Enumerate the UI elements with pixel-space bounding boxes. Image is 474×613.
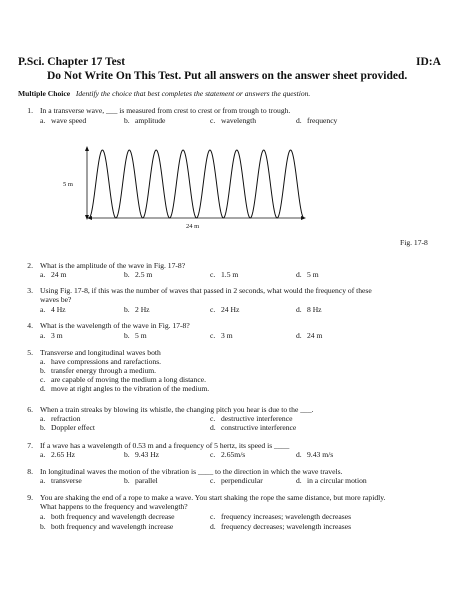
question-8: 8. In longitudinal waves the motion of the vibration is ____ to the direction in which the wave travels. <box>27 467 343 476</box>
question-4: 4. What is the wavelength of the wave in Fig. 17-8? <box>27 321 190 330</box>
q7-option-b: b. 9.43 Hz <box>124 450 160 459</box>
width-arrow-right <box>301 216 306 220</box>
wave-line <box>89 150 304 218</box>
question-9-line-2: What happens to the frequency and wavelength? <box>40 502 188 511</box>
q6-option-c: c. destructive interference <box>210 414 293 423</box>
q8-option-d: d. in a circular motion <box>296 476 367 485</box>
figure-caption: Fig. 17-8 <box>400 238 428 247</box>
question-6: 6. When a train streaks by blowing its whistle, the changing pitch you hear is due to the ___. <box>27 405 314 414</box>
q7-option-c: c. 2.65m/s <box>210 450 246 459</box>
q4-option-a: a. 3 m <box>40 331 63 340</box>
q3-option-c: c. 24 Hz <box>210 305 240 314</box>
q2-option-a: a. 24 m <box>40 270 67 279</box>
section-label: Multiple Choice <box>18 89 71 98</box>
q7-option-d: d. 9.43 m/s <box>296 450 334 459</box>
section-instruction: Identify the choice that best completes the statement or answers the question. <box>75 89 311 98</box>
q4-option-c: c. 3 m <box>210 331 233 340</box>
question-text: In a transverse wave, ___ is measured from crest to crest or from trough to trough. <box>40 106 291 115</box>
q1-option-d: d. frequency <box>296 116 338 125</box>
q3-option-d: d. 8 Hz <box>296 305 322 314</box>
q8-option-a: a. transverse <box>40 476 82 485</box>
q1-option-a: a. wave speed <box>40 116 87 125</box>
q9-option-c: c. frequency increases; wavelength decreases <box>210 512 352 521</box>
q2-option-b: b. 2.5 m <box>124 270 153 279</box>
q8-option-c: c. perpendicular <box>210 476 263 485</box>
question-number: 1. <box>27 106 33 115</box>
test-instruction: Do Not Write On This Test. Put all answers on the answer sheet provided. <box>47 70 408 82</box>
test-id: ID:A <box>416 56 441 68</box>
q5-option-c: c. are capable of moving the medium a long distance. <box>40 375 206 384</box>
q1-option-c: c. wavelength <box>210 116 257 125</box>
q2-option-d: d. 5 m <box>296 270 319 279</box>
q5-option-a: a. have compressions and rarefactions. <box>40 357 162 366</box>
q6-option-b: b. Doppler effect <box>40 423 95 432</box>
width-label: 24 m <box>186 223 200 230</box>
question-1 <box>18 106 290 116</box>
question-3-line-2: waves be? <box>40 295 72 304</box>
q6-option-d: d. constructive interference <box>210 423 297 432</box>
question-5: 5. Transverse and longitudinal waves both <box>27 348 161 357</box>
q6-option-a: a. refraction <box>40 414 81 423</box>
q7-option-a: a. 2.65 Hz <box>40 450 76 459</box>
q1-option-b: b. amplitude <box>124 116 166 125</box>
question-2: 2. What is the amplitude of the wave in Fig. 17-8? <box>27 261 186 270</box>
q3-option-b: b. 2 Hz <box>124 305 150 314</box>
height-label: 5 m <box>63 181 73 188</box>
question-3: 3. Using Fig. 17-8, if this was the number of waves that passed in 2 seconds, what would the frequency of these <box>27 286 372 295</box>
q3-option-a: a. 4 Hz <box>40 305 66 314</box>
q9-option-d: d. frequency decreases; wavelength increases <box>210 522 352 531</box>
wave-figure <box>60 140 310 232</box>
q4-option-d: d. 24 m <box>296 331 323 340</box>
q9-option-b: b. both frequency and wavelength increase <box>40 522 174 531</box>
question-7: 7. If a wave has a wavelength of 0.53 m and a frequency of 5 hertz, its speed is ____ <box>27 441 290 450</box>
question-9: 9. You are shaking the end of a rope to make a wave. You start shaking the rope the same distance, but more rapidly. <box>27 493 386 502</box>
section-heading <box>18 89 310 99</box>
q2-option-c: c. 1.5 m <box>210 270 239 279</box>
height-arrow-top <box>85 146 89 151</box>
q5-option-d: d. move at right angles to the vibration of the medium. <box>40 384 210 393</box>
q4-option-b: b. 5 m <box>124 331 147 340</box>
q9-option-a: a. both frequency and wavelength decrease <box>40 512 175 521</box>
q8-option-b: b. parallel <box>124 476 158 485</box>
test-title: P.Sci. Chapter 17 Test <box>18 56 126 68</box>
q5-option-b: b. transfer energy through a medium. <box>40 366 157 375</box>
